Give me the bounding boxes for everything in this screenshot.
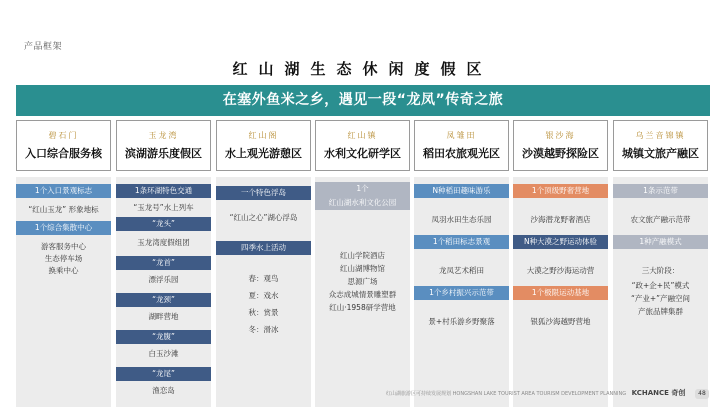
feature-item: 龙凤艺术稻田 (439, 266, 484, 275)
feature-tag: N种大漠之野运动体验 (513, 235, 608, 249)
feature-item: 夏：戏水 (248, 291, 279, 300)
feature-item: 思源广场 (347, 277, 378, 286)
feature-item: 红山·1958研学营地 (329, 303, 396, 312)
zone-body (216, 177, 311, 407)
zone-name: 水上观光游憩区 (225, 147, 302, 160)
zone-header (613, 120, 708, 171)
feature-tag: 1个顶级野奢营地 (513, 184, 608, 198)
feature-item: 众志成城情景雕塑群 (328, 290, 397, 299)
brand-logo: KCHANCE 奇创 (631, 389, 686, 397)
feature-item: “红山玉龙” 形象地标 (28, 205, 99, 214)
feature-tag: 1个极限运动基地 (513, 286, 608, 300)
zone-name: 水利文化研学区 (324, 147, 401, 160)
zone-body (315, 177, 410, 407)
zone-subtitle: 银沙海 (545, 131, 576, 140)
zone-subtitle: 碧石门 (48, 131, 79, 140)
feature-tag: 1条环湖特色交通 (116, 184, 211, 198)
feature-item: 换乘中心 (48, 266, 79, 275)
feature-item: 冬：滑冰 (248, 325, 279, 334)
zone-subtitle: 玉龙湾 (148, 131, 179, 140)
zone-header (116, 120, 211, 171)
feature-tag: “龙尾” (116, 367, 211, 381)
feature-item: 农文旅产融示范带 (630, 215, 691, 224)
feature-item: “玉龙号”水上列车 (133, 203, 194, 212)
zone-subtitle: 凤雏田 (446, 131, 477, 140)
zone-column (513, 120, 608, 407)
feature-item: 沙海潜龙野奢酒店 (530, 215, 591, 224)
feature-tag: 红山湖水利文化公园 (315, 196, 410, 210)
zone-name: 入口综合服务核 (25, 147, 102, 160)
feature-item: 玉龙湾度假组团 (137, 238, 190, 247)
footer-en: HONGSHAN LAKE TOURIST AREA TOURISM DEVELOPMENT PLANNING (452, 391, 627, 397)
zone-name: 稻田农旅观光区 (423, 147, 500, 160)
zone-column (414, 120, 509, 407)
zone-body (513, 177, 608, 407)
footer-tagline: 红山湖旅游区可持续发展规划 (386, 391, 452, 397)
feature-tag: 1个入口景观标志 (16, 184, 111, 198)
feature-tag: “龙头” (116, 217, 211, 231)
zone-subtitle: 红山镇 (347, 131, 378, 140)
feature-tag: “龙腹” (116, 330, 211, 344)
feature-item: 大漠之野沙海运动营 (526, 266, 595, 275)
footer (386, 388, 709, 399)
feature-tag: “龙首” (116, 256, 211, 270)
zone-body (414, 177, 509, 407)
zone-name: 滨湖游乐度假区 (125, 147, 202, 160)
page-number: 48 (695, 389, 709, 399)
feature-item: 红山学院酒店 (340, 251, 385, 260)
feature-tag: 1种产融模式 (613, 235, 708, 249)
feature-item: 三大阶段： (641, 266, 680, 275)
zone-subtitle: 红山阁 (248, 131, 279, 140)
feature-item: “产业+”产融空间 (630, 294, 691, 303)
feature-tag: 1个稻田标志景观 (414, 235, 509, 249)
theme-banner: 在塞外鱼米之乡，遇见一段“龙凤”传奇之旅 (16, 85, 710, 116)
zone-body (116, 177, 211, 407)
feature-item: “政+企+民”模式 (631, 281, 690, 290)
zone-body (613, 177, 708, 407)
feature-item: 游客服务中心 (41, 242, 86, 251)
zone-header (16, 120, 111, 171)
breadcrumb: 产品框架 (24, 42, 63, 52)
zone-column (116, 120, 211, 407)
feature-item: 凤羽水田生态乐园 (431, 215, 492, 224)
feature-item: 漂浮乐园 (148, 275, 179, 284)
feature-tag: 1个综合集散中心 (16, 221, 111, 235)
zone-header (414, 120, 509, 171)
zone-body (16, 177, 111, 407)
feature-tag: 一个特色浮岛 (216, 186, 311, 200)
feature-item: 春：观鸟 (248, 274, 279, 283)
zone-header (513, 120, 608, 171)
page-title: 红山湖生态休闲度假区 (232, 60, 493, 78)
feature-tag: N种稻田趣味游乐 (414, 184, 509, 198)
feature-item: “红山之心”湖心浮岛 (229, 213, 298, 222)
zone-column (315, 120, 410, 407)
feature-item: 湖畔营地 (148, 312, 179, 321)
feature-tag: 1个乡村振兴示范带 (414, 286, 509, 300)
feature-tag: 1个 (315, 182, 410, 196)
zone-header (315, 120, 410, 171)
feature-item: 白玉沙滩 (148, 349, 179, 358)
zone-column (216, 120, 311, 407)
feature-tag: 四季水上活动 (216, 241, 311, 255)
zone-column (613, 120, 708, 407)
zone-name: 城镇文旅产融区 (622, 147, 699, 160)
feature-item: 产旅品牌集群 (638, 307, 683, 316)
feature-item: 银狐沙海越野营地 (530, 317, 591, 326)
feature-tag: “龙颈” (116, 293, 211, 307)
feature-item: 景+村乐游乡野聚落 (428, 317, 495, 326)
zone-name: 沙漠越野探险区 (522, 147, 599, 160)
zone-column (16, 120, 111, 407)
feature-item: 生态停车场 (44, 254, 83, 263)
feature-tag: 1条示范带 (613, 184, 708, 198)
feature-item: 红山湖博物馆 (340, 264, 385, 273)
zone-subtitle: 乌兰音锦镇 (635, 131, 686, 140)
feature-item: 渔恋岛 (152, 386, 175, 395)
zone-header (216, 120, 311, 171)
feature-item: 秋：赏景 (248, 308, 279, 317)
